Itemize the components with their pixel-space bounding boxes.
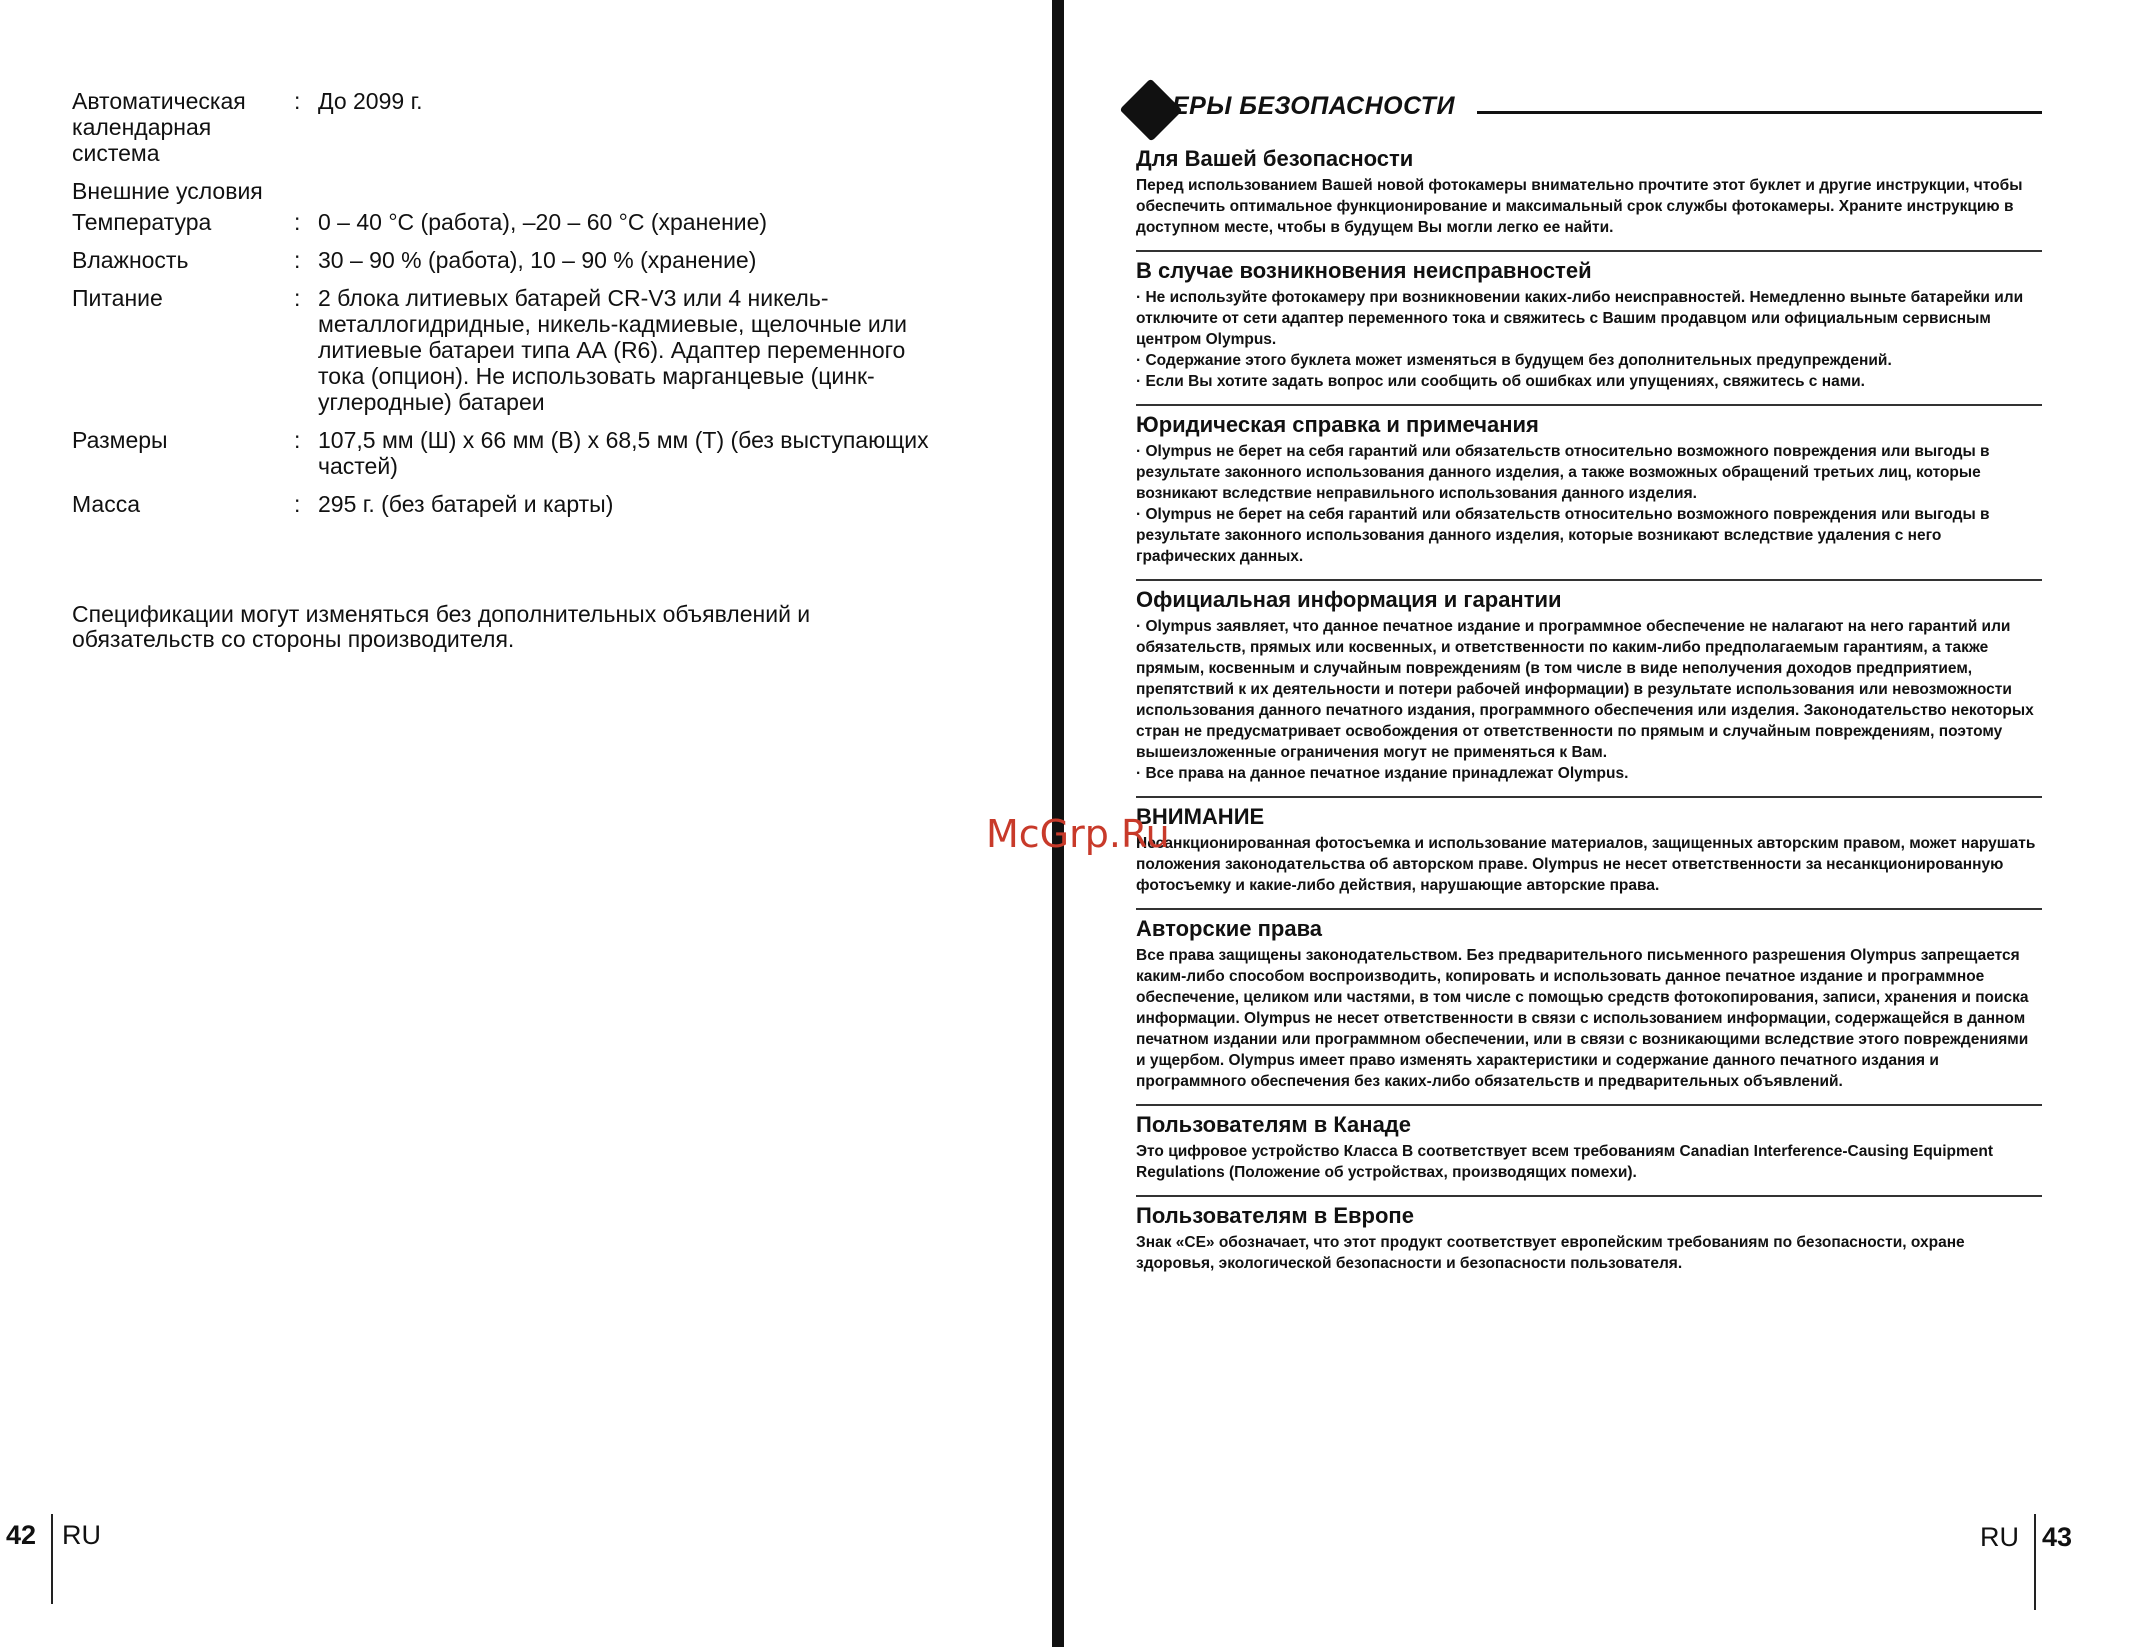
spec-label: Температура [72, 209, 212, 235]
spec-row-temperature [72, 209, 952, 235]
spec-colon: : [294, 491, 301, 517]
spec-colon: : [294, 209, 301, 235]
spec-row-weight [72, 491, 952, 517]
safety-section [1136, 404, 2042, 567]
section-body: Это цифровое устройство Класса В соответствует всем требованиям Canadian Interference-Causing Equipment Regulations (Положение об устройствах, производящих помехи). [1136, 1143, 1994, 1181]
spec-colon: : [294, 427, 301, 453]
spec-value: 107,5 мм (Ш) x 66 мм (В) x 68,5 мм (Т) (без выступающих частей) [318, 427, 929, 479]
section-title: Официальная информация и гарантии [1136, 587, 1562, 612]
section-body: · Olympus не берет на себя гарантий или обязательств относительно возможного повреждения или выгоды в результате законного использования данного изделия, а также возможных обращений третьих лиц, которые возникают вследствие неправильного использования данного изделия. · Olympus не берет на себя гарантий или обязательств относительно возможного повреждения или выгоды в результате законного использования данного изделия, которые возникают вследствие удаления с него графических данных. [1136, 443, 1990, 565]
safety-section [1136, 1104, 2042, 1183]
spec-value: 295 г. (без батарей и карты) [318, 491, 614, 517]
page-number-divider [51, 1514, 53, 1604]
spec-value: 30 – 90 % (работа), 10 – 90 % (хранение) [318, 247, 757, 273]
section-body: Знак «CE» обозначает, что этот продукт соответствует европейским требованиям по безопасности, охране здоровья, экологической безопасности и безопасности пользователя. [1136, 1234, 1965, 1272]
spec-value: 2 блока литиевых батарей CR-V3 или 4 никель-металлогидридные, никель-кадмиевые, щелочные или литиевые батареи типа АА (R6). Адаптер переменного тока (опцион). Не использовать марганцевые (цинк-углеродные) батареи [318, 285, 908, 415]
section-title: Для Вашей безопасности [1136, 146, 1414, 171]
spec-row-calendar [72, 88, 952, 166]
safety-section [1136, 579, 2042, 784]
spec-colon: : [294, 88, 301, 114]
safety-section [1136, 908, 2042, 1092]
section-title: Пользователям в Европе [1136, 1203, 1414, 1228]
page-number: 43 [2042, 1522, 2073, 1552]
section-title: ВНИМАНИЕ [1136, 804, 1265, 829]
section-title: Пользователям в Канаде [1136, 1112, 1411, 1137]
section-body: Перед использованием Вашей новой фотокамеры внимательно прочтите этот буклет и другие инструкции, чтобы обеспечить оптимальное функционирование и максимальный срок службы фотокамеры. Храните инструкцию в доступном месте, чтобы в будущем Вы могли легко ее найти. [1136, 177, 2023, 236]
language-code: RU [62, 1520, 101, 1550]
section-title: Авторские права [1136, 916, 1323, 941]
section-title: Юридическая справка и примечания [1136, 412, 1539, 437]
spec-label: Автоматическая календарная система [72, 88, 246, 166]
spec-list [72, 88, 952, 529]
spec-value: 0 – 40 °С (работа), –20 – 60 °С (хранение) [318, 209, 768, 235]
section-body: · Не используйте фотокамеру при возникновении каких-либо неисправностей. Немедленно выньте батарейки или отключите от сети адаптер переменного тока и свяжитесь с Вашим продавцом или официальным сервисным центром Olympus. · Содержание этого буклета может изменяться в будущем без дополнительных предупреждений. · Если Вы хотите задать вопрос или сообщить об ошибках или упущениях, свяжитесь с нами. [1136, 289, 2024, 390]
spec-label: Влажность [72, 247, 189, 273]
safety-section [1136, 1195, 2042, 1274]
spec-label: Масса [72, 491, 141, 517]
section-title: В случае возникновения неисправностей [1136, 258, 1592, 283]
spec-colon: : [294, 285, 301, 311]
spec-row-dimensions [72, 427, 952, 479]
spec-row-power [72, 285, 952, 415]
spec-note: Спецификации могут изменяться без дополнительных объявлений и обязательств со стороны производителя. [72, 601, 811, 652]
header-rule [1477, 111, 2042, 114]
spec-colon: : [294, 247, 301, 273]
section-body: Несанкционированная фотосъемка и использование материалов, защищенных авторским правом, может нарушать положения законодательства об авторском праве. Olympus не несет ответственности за несанкционированную фотосъемку и какие-либо действия, нарушающие авторские права. [1136, 835, 2036, 894]
spec-section-environment: Внешние условия [72, 178, 263, 204]
spec-label: Размеры [72, 427, 168, 453]
safety-section [1136, 146, 2042, 238]
section-body: · Olympus заявляет, что данное печатное издание и программное обеспечение не налагают на него гарантий или обязательств, прямых или косвенных, и ответственности по каким-либо предполагаемым гарантиям, а также прямым, косвенным и случайным повреждениям (в том числе в виде неполучения доходов предприятием, препятствий к их деятельности и потери рабочей информации) в результате использования или невозможности использования данного печатного издания, программного обеспечения или изделия. Законодательство некоторых стран не предусматривает освобождения от ответственности по прямым и случайным повреждениям, поэтому вышеизложенные ограничения могут не применяться к Вам. · Все права на данное печатное издание принадлежат Olympus. [1136, 618, 2034, 782]
language-code: RU [1980, 1522, 2019, 1552]
safety-sections [1136, 146, 2042, 1274]
page-number: 42 [6, 1520, 37, 1550]
section-body: Все права защищены законодательством. Без предварительного письменного разрешения Olympus запрещается каким-либо способом воспроизводить, копировать и использовать данное печатное издание и программное обеспечение, целиком или частями, в том числе с помощью средств фотокопирования, записи, хранения и поиска информации. Olympus не несет ответственности в связи с использованием информации, содержащейся в данном печатном издании или программном обеспечении, или в связи с возникающими вследствие этого повреждениями и ущербом. Olympus имеет право изменять характеристики и содержание данного печатного издания и программного обеспечения без каких-либо обязательств и предварительных объявлений. [1136, 947, 2029, 1090]
spec-value: До 2099 г. [318, 88, 423, 114]
safety-header-title: ЕРЫ БЕЗОПАСНОСТИ [1172, 92, 1455, 120]
watermark: McGrp.Ru [986, 812, 1170, 856]
safety-section [1136, 796, 2042, 896]
spec-row-humidity [72, 247, 952, 273]
page-number-left [6, 1520, 101, 1551]
spec-label: Питание [72, 285, 163, 311]
safety-section [1136, 250, 2042, 392]
page-number-divider [2034, 1514, 2036, 1610]
safety-header [1122, 88, 2042, 128]
